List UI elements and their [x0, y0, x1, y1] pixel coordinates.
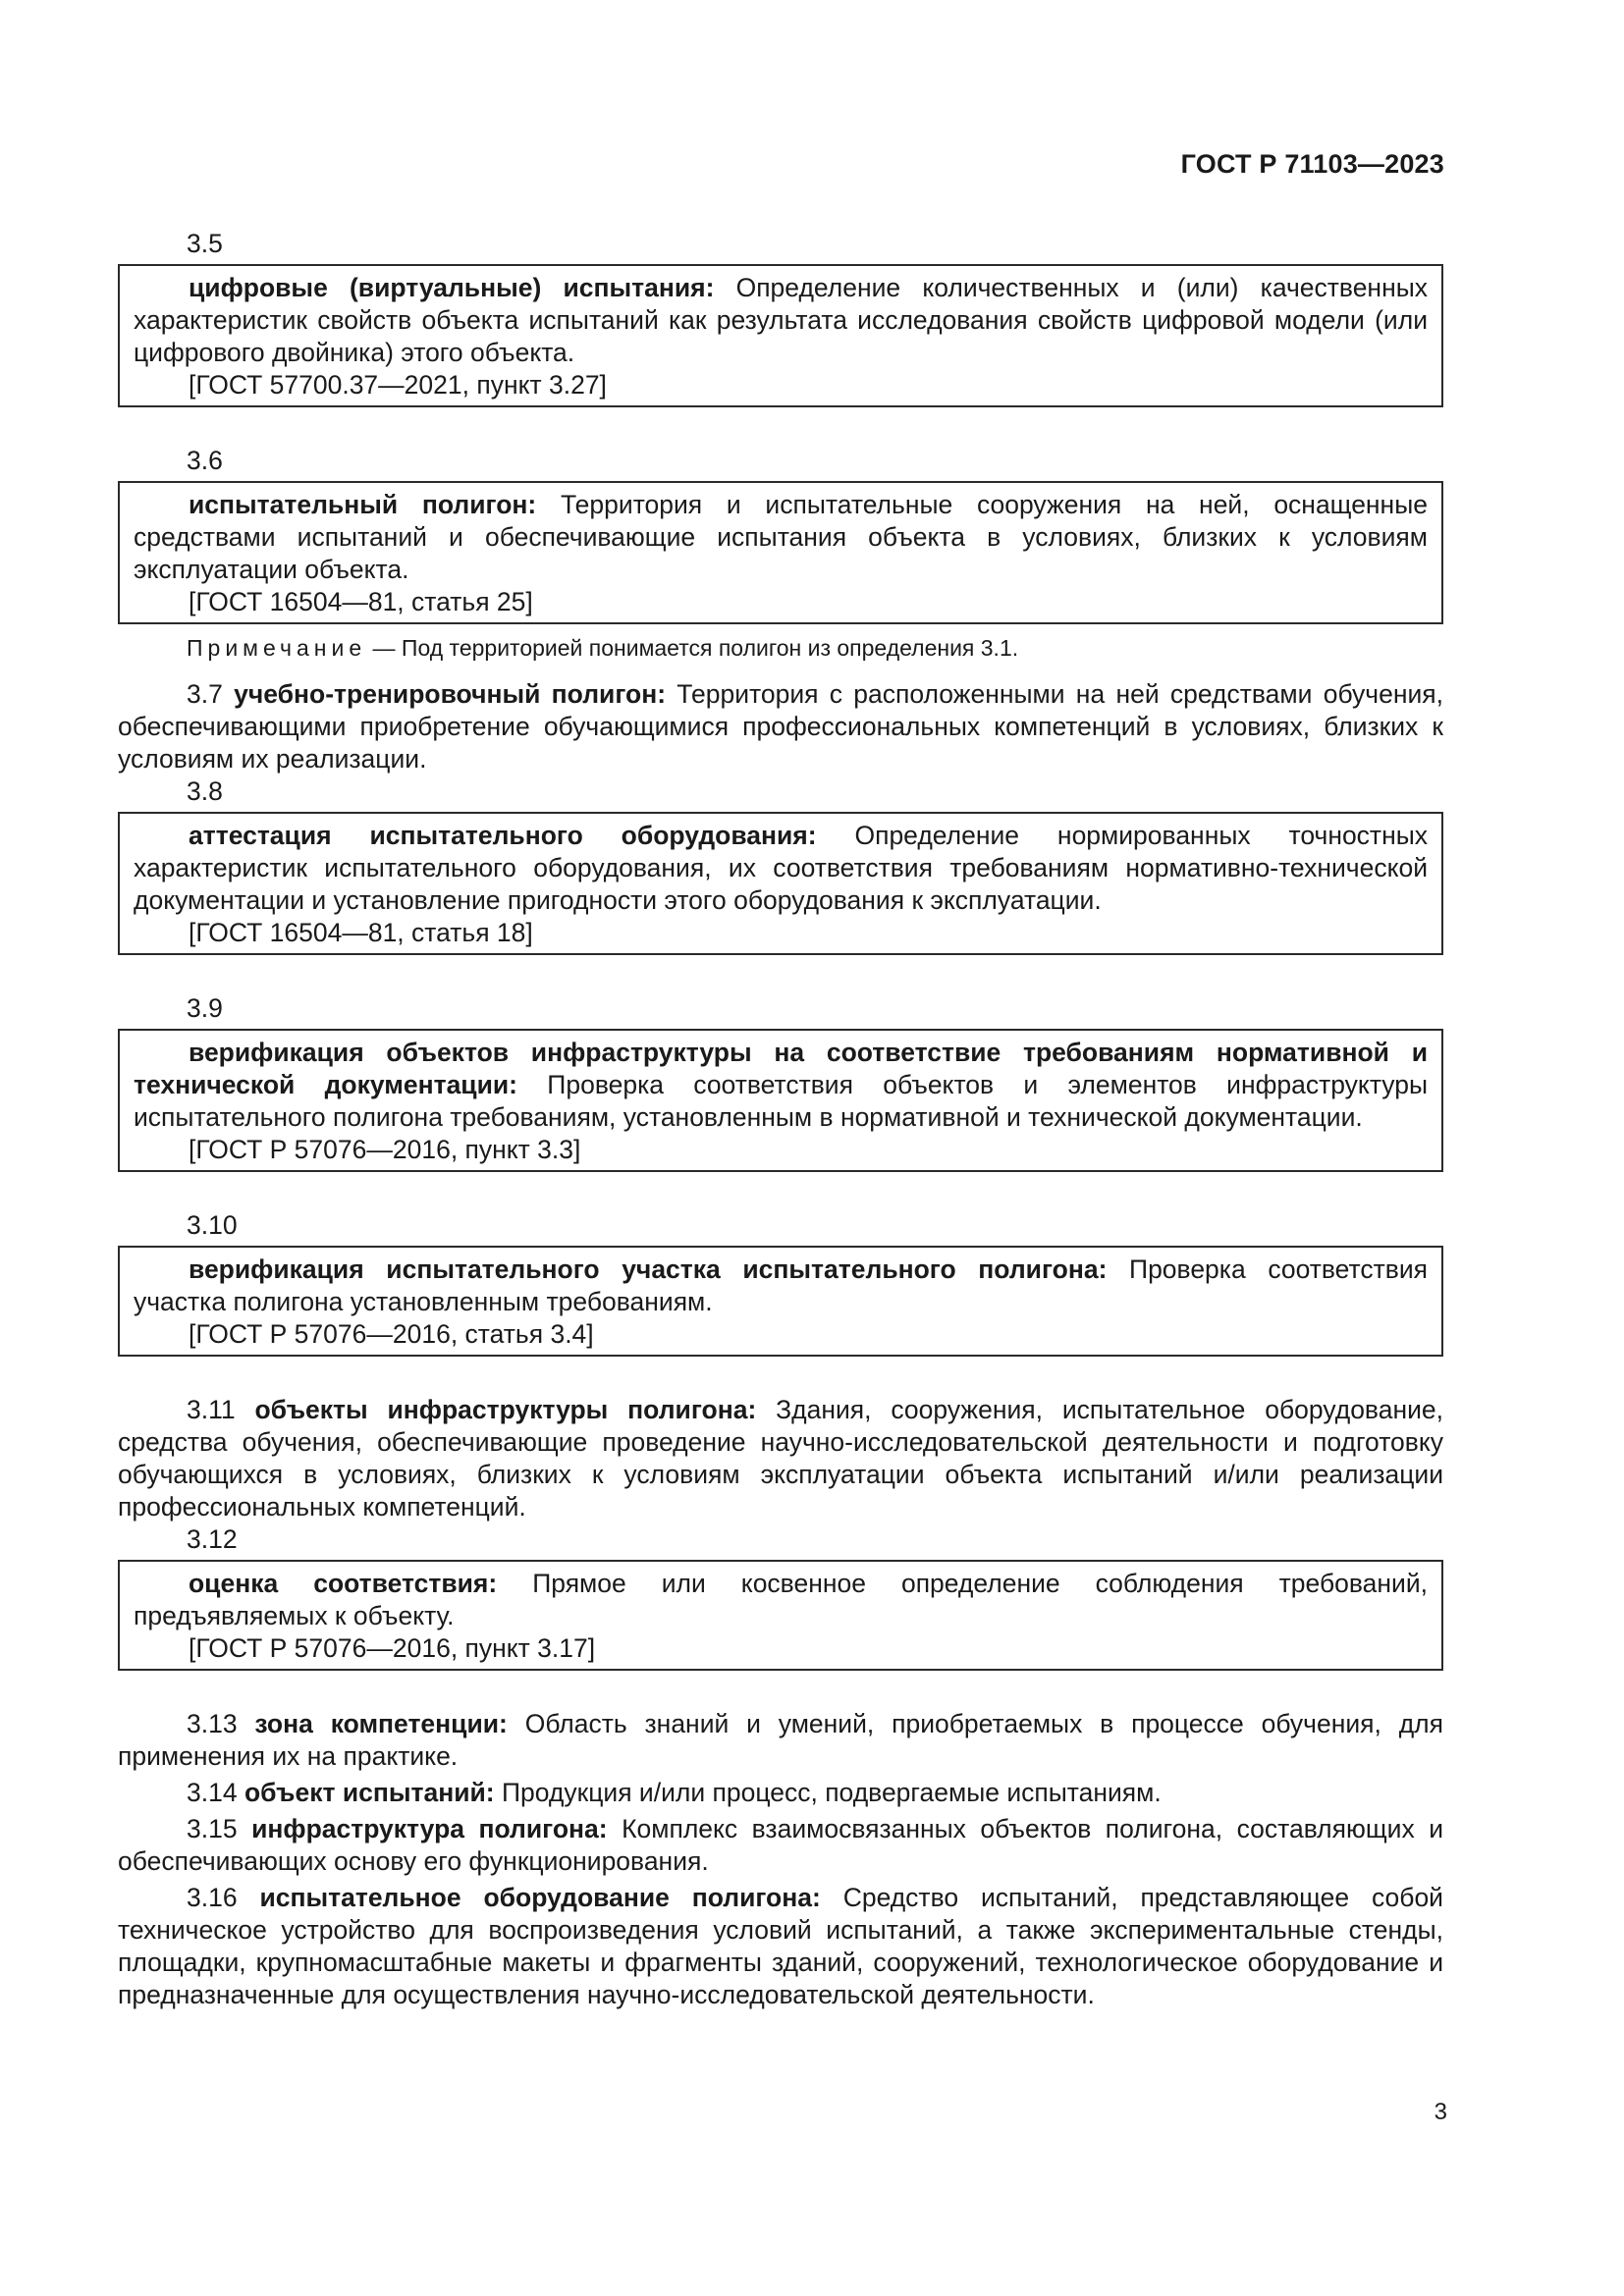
definition: Прямое или косвенное определение соблюдения требований, предъявляемых к объекту.: [134, 1569, 1428, 1630]
definition-box-3-10: [118, 1246, 1443, 1357]
definition: Средство испытаний, представляющее собой техническое устройство для воспроизведения условий испытаний, а также экспериментальные стенды, площадки, крупномасштабные макеты и фрагменты зданий, сооружений, технологическое оборудование и предназначенные для осуществления научно-исследовательской деятельности.: [118, 1883, 1443, 2009]
entry-number: 3.15: [187, 1814, 238, 1843]
entry-number: 3.6: [187, 446, 223, 475]
term: испытательное оборудование полигона:: [259, 1883, 821, 1912]
definition-box-3-12: [118, 1560, 1443, 1671]
definition: Комплекс взаимосвязанных объектов полигона, составляющих и обеспечивающих основу его функционирования.: [118, 1814, 1443, 1876]
source-reference: [ГОСТ Р 57076—2016, статья 3.4]: [189, 1319, 594, 1349]
definition: Продукция и/или процесс, подвергаемые испытаниям.: [494, 1778, 1162, 1807]
entry-number: 3.7: [187, 679, 223, 709]
entry-number: 3.9: [187, 993, 223, 1023]
definition-box-3-8: [118, 812, 1443, 955]
entry-3-13: [118, 1708, 1443, 1773]
entry-3-11: [118, 1394, 1443, 1523]
term: верификация объектов инфраструктуры на соответствие требованиям нормативной и технической документации:: [134, 1038, 1428, 1099]
definition-box-3-9: [118, 1029, 1443, 1172]
entry-3-14: [118, 1777, 1443, 1809]
definition: Территория и испытательные сооружения на ней, оснащенные средствами испытаний и обеспечивающие испытания объекта в условиях, близких к условиям эксплуатации объекта.: [134, 490, 1428, 584]
definition-box-3-5: [118, 264, 1443, 407]
definition: Территория с расположенными на ней средствами обучения, обеспечивающими приобретение обучающимися профессиональных компетенций в условиях, близких к условиям их реализации.: [118, 679, 1443, 774]
entry-3-15: [118, 1813, 1443, 1878]
term: верификация испытательного участка испытательного полигона:: [189, 1255, 1108, 1284]
source-reference: [ГОСТ 57700.37—2021, пункт 3.27]: [189, 370, 607, 400]
page-number: 3: [1434, 2099, 1447, 2125]
term: испытательный полигон:: [189, 490, 537, 519]
definition: Определение нормированных точностных характеристик испытательного оборудования, их соответствия требованиям нормативно-технической документации и установление пригодности этого оборудования к эксплуатации.: [134, 821, 1429, 915]
source-reference: [ГОСТ Р 57076—2016, пункт 3.3]: [189, 1135, 581, 1164]
document-code: ГОСТ Р 71103—2023: [1180, 149, 1444, 179]
entry-number: 3.10: [187, 1210, 238, 1240]
note-label: Примечание: [187, 635, 367, 661]
definition: Проверка соответствия участка полигона установленным требованиям.: [134, 1255, 1428, 1316]
source-reference: [ГОСТ 16504—81, статья 18]: [189, 918, 533, 947]
definition-box-3-6: [118, 481, 1443, 624]
entry-number: 3.12: [187, 1524, 238, 1554]
document-body: [118, 228, 1443, 2011]
source-reference: [ГОСТ 16504—81, статья 25]: [189, 587, 533, 616]
term: объект испытаний:: [244, 1778, 495, 1807]
definition: Определение количественных и (или) качественных характеристик свойств объекта испытаний как результата исследования свойств цифровой модели (или цифрового двойника) этого объекта.: [134, 273, 1428, 367]
entry-3-7: [118, 678, 1443, 775]
definition: Здания, сооружения, испытательное оборудование, средства обучения, обеспечивающие проведение научно-исследовательской деятельности и подготовку обучающихся в условиях, близких к условиям эксплуатации объекта испытаний и/или реализации профессиональных компетенций.: [118, 1395, 1443, 1522]
term: объекты инфраструктуры полигона:: [254, 1395, 757, 1424]
entry-number: 3.16: [187, 1883, 238, 1912]
entry-number: 3.13: [187, 1709, 238, 1738]
note-text: — Под территорией понимается полигон из определения 3.1.: [366, 635, 1019, 661]
source-reference: [ГОСТ Р 57076—2016, пункт 3.17]: [189, 1633, 596, 1663]
definition: Область знаний и умений, приобретаемых в процессе обучения, для применения их на практике.: [118, 1709, 1443, 1771]
entry-number: 3.11: [187, 1395, 236, 1424]
term: аттестация испытательного оборудования:: [189, 821, 817, 850]
term: инфраструктура полигона:: [251, 1814, 608, 1843]
term: оценка соответствия:: [189, 1569, 498, 1598]
entry-number: 3.5: [187, 229, 223, 258]
note: [118, 632, 1443, 665]
entry-3-16: [118, 1882, 1443, 2011]
definition: Проверка соответствия объектов и элементов инфраструктуры испытательного полигона требованиям, установленным в нормативной и технической документации.: [134, 1070, 1428, 1132]
entry-number: 3.14: [187, 1778, 238, 1807]
term: цифровые (виртуальные) испытания:: [189, 273, 715, 302]
entry-number: 3.8: [187, 776, 223, 806]
term: зона компетенции:: [254, 1709, 508, 1738]
term: учебно-тренировочный полигон:: [234, 679, 667, 709]
